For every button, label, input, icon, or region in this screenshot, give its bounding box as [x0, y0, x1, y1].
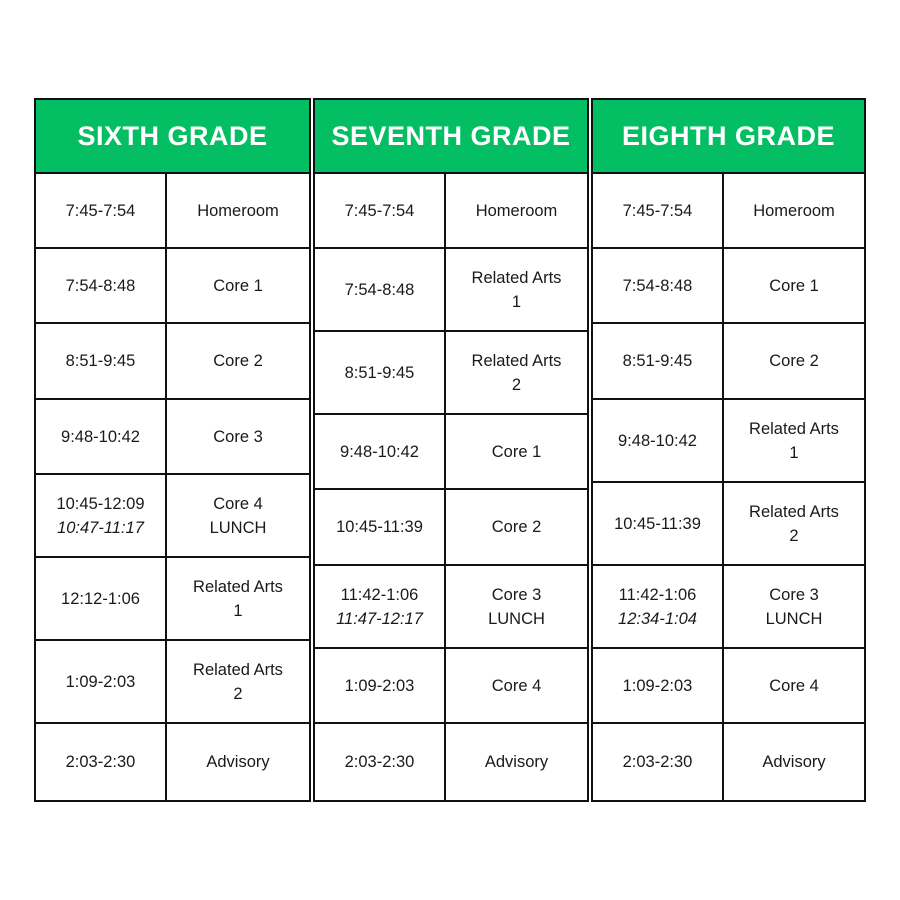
subject-detail: 1	[511, 292, 522, 311]
subject-detail: LUNCH	[488, 609, 545, 628]
schedule-row	[36, 324, 309, 400]
time-cell	[36, 641, 167, 722]
period-rows	[593, 174, 864, 800]
schedule-row	[315, 724, 587, 800]
lunch-time: 10:47-11:17	[57, 518, 144, 537]
schedule-row	[593, 400, 864, 483]
schedule-row	[36, 724, 309, 800]
time-cell	[315, 174, 446, 247]
time-cell	[593, 400, 724, 481]
time-cell	[315, 490, 446, 564]
time-cell	[315, 724, 446, 800]
subject-name: Core 1	[491, 442, 542, 461]
subject-detail: 1	[789, 443, 799, 462]
subject-name: Core 3	[769, 585, 819, 604]
time-cell	[593, 566, 724, 647]
subject-cell	[446, 415, 587, 488]
time-cell	[315, 249, 446, 330]
subject-name: Advisory	[484, 753, 549, 771]
time-cell	[593, 649, 724, 722]
schedule-row	[36, 174, 309, 249]
schedule-table	[34, 98, 866, 802]
subject-cell	[446, 174, 587, 247]
lunch-time: 12:34-1:04	[618, 609, 697, 628]
time-cell	[36, 249, 167, 322]
subject-detail: 2	[233, 684, 243, 703]
time-range: 10:45-11:39	[336, 518, 423, 536]
subject-cell	[167, 400, 309, 473]
schedule-row	[593, 566, 864, 649]
seventh-grade-column	[313, 98, 589, 802]
time-cell	[36, 724, 167, 800]
subject-name: Core 3	[213, 427, 263, 446]
time-cell	[593, 483, 724, 564]
subject-cell	[167, 174, 309, 247]
time-cell	[36, 174, 167, 247]
schedule-row	[593, 249, 864, 324]
schedule-row	[315, 415, 587, 490]
subject-cell	[724, 174, 864, 247]
time-cell	[315, 332, 446, 413]
subject-name: Advisory	[762, 753, 826, 771]
subject-name: Related Arts	[193, 660, 283, 679]
schedule-row	[36, 475, 309, 558]
time-cell	[315, 415, 446, 488]
grade-header: SEVENTH GRADE	[315, 100, 587, 174]
time-cell	[315, 566, 446, 647]
time-cell	[593, 174, 724, 247]
sixth-grade-column	[34, 98, 311, 802]
schedule-row	[36, 641, 309, 724]
subject-name: Homeroom	[475, 201, 558, 220]
grade-header: SIXTH GRADE	[36, 100, 309, 174]
subject-cell	[724, 249, 864, 322]
schedule-row	[593, 483, 864, 566]
time-range: 9:48-10:42	[618, 431, 697, 450]
subject-detail: LUNCH	[765, 609, 823, 628]
subject-name: Core 1	[769, 276, 819, 295]
eighth-grade-column	[591, 98, 866, 802]
subject-name: Homeroom	[197, 201, 279, 220]
time-range: 8:51-9:45	[622, 352, 693, 370]
period-rows	[36, 174, 309, 800]
subject-name: Related Arts	[471, 268, 562, 287]
time-range: 9:48-10:42	[61, 427, 140, 446]
subject-name: Core 4	[491, 676, 542, 695]
schedule-row	[36, 558, 309, 641]
schedule-row	[593, 724, 864, 800]
subject-detail: LUNCH	[209, 518, 267, 537]
time-range: 2:03-2:30	[65, 753, 136, 771]
time-cell	[36, 558, 167, 639]
time-range: 9:48-10:42	[340, 442, 419, 461]
time-cell	[593, 724, 724, 800]
time-cell	[36, 400, 167, 473]
lunch-time: 11:47-12:17	[336, 609, 423, 628]
schedule-row	[315, 249, 587, 332]
subject-name: Related Arts	[749, 419, 839, 438]
time-range: 1:09-2:03	[344, 676, 415, 695]
subject-name: Core 1	[213, 276, 263, 295]
time-range: 11:42-1:06	[618, 585, 697, 604]
subject-cell	[167, 249, 309, 322]
subject-cell	[167, 324, 309, 398]
time-range: 2:03-2:30	[622, 753, 693, 771]
subject-cell	[724, 400, 864, 481]
subject-name: Core 2	[213, 352, 263, 370]
schedule-row	[315, 649, 587, 724]
subject-detail: 2	[789, 526, 799, 545]
time-range: 11:42-1:06	[340, 585, 419, 604]
subject-name: Core 2	[769, 352, 819, 370]
subject-cell	[167, 475, 309, 556]
subject-name: Advisory	[206, 753, 270, 771]
time-cell	[36, 475, 167, 556]
subject-detail: 2	[511, 375, 522, 394]
subject-cell	[446, 649, 587, 722]
subject-cell	[167, 641, 309, 722]
time-cell	[315, 649, 446, 722]
time-cell	[593, 249, 724, 322]
period-rows	[315, 174, 587, 800]
subject-detail: 1	[233, 601, 243, 620]
schedule-row	[315, 332, 587, 415]
time-range: 7:54-8:48	[344, 280, 415, 299]
subject-cell	[446, 566, 587, 647]
subject-name: Related Arts	[193, 577, 283, 596]
time-range: 8:51-9:45	[65, 352, 136, 370]
subject-name: Core 4	[769, 676, 819, 695]
subject-name: Homeroom	[753, 201, 835, 220]
schedule-row	[36, 400, 309, 475]
subject-cell	[446, 249, 587, 330]
grade-header: EIGHTH GRADE	[593, 100, 864, 174]
time-range: 10:45-11:39	[614, 514, 701, 533]
time-range: 2:03-2:30	[344, 753, 415, 771]
subject-cell	[167, 724, 309, 800]
schedule-row	[593, 174, 864, 249]
time-range: 7:45-7:54	[65, 201, 136, 220]
schedule-row	[315, 174, 587, 249]
subject-cell	[446, 332, 587, 413]
subject-name: Related Arts	[749, 502, 839, 521]
time-range: 1:09-2:03	[622, 676, 693, 695]
time-range: 12:12-1:06	[61, 589, 140, 608]
subject-cell	[724, 483, 864, 564]
time-cell	[36, 324, 167, 398]
schedule-row	[593, 324, 864, 400]
time-range: 10:45-12:09	[56, 494, 145, 513]
subject-name: Core 2	[491, 518, 542, 536]
subject-cell	[724, 724, 864, 800]
subject-name: Core 3	[491, 585, 542, 604]
time-range: 7:54-8:48	[65, 276, 136, 295]
time-range: 7:54-8:48	[622, 276, 693, 295]
schedule-row	[36, 249, 309, 324]
subject-cell	[446, 490, 587, 564]
time-range: 8:51-9:45	[344, 363, 415, 382]
subject-name: Core 4	[213, 494, 263, 513]
time-cell	[593, 324, 724, 398]
schedule-row	[315, 490, 587, 566]
subject-cell	[724, 324, 864, 398]
subject-name: Related Arts	[471, 351, 562, 370]
time-range: 7:45-7:54	[622, 201, 693, 220]
subject-cell	[167, 558, 309, 639]
schedule-row	[593, 649, 864, 724]
schedule-row	[315, 566, 587, 649]
time-range: 1:09-2:03	[65, 672, 136, 691]
time-range: 7:45-7:54	[344, 201, 415, 220]
subject-cell	[446, 724, 587, 800]
subject-cell	[724, 649, 864, 722]
subject-cell	[724, 566, 864, 647]
